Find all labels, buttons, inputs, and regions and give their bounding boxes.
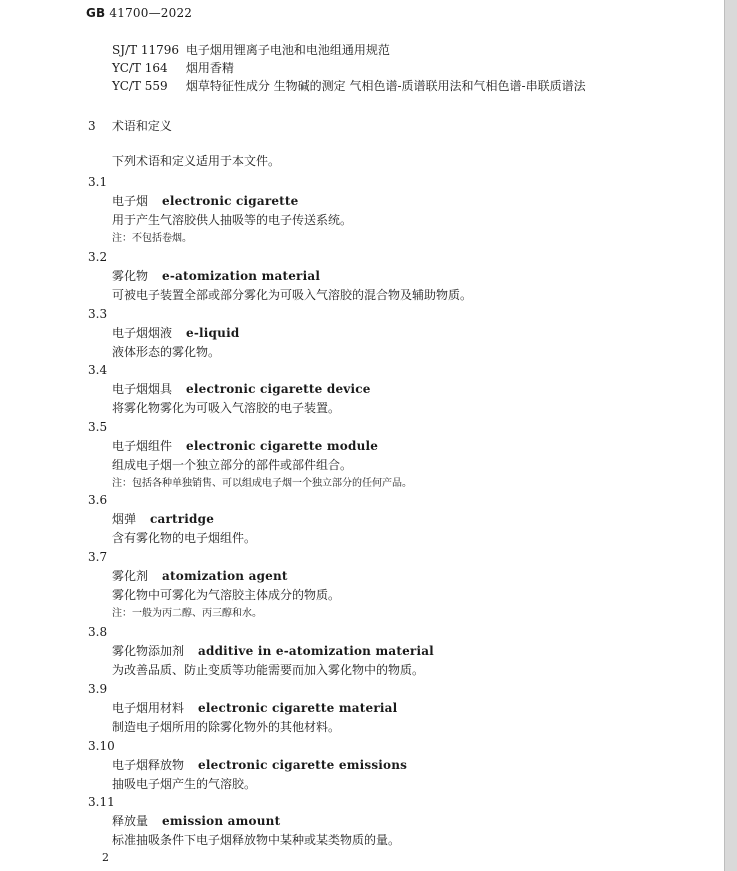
term-definition: 雾化物中可雾化为气溶胶主体成分的物质。 [112, 588, 341, 602]
term-entry [88, 361, 371, 418]
term-heading [112, 642, 434, 661]
term-english: e-liquid [186, 326, 240, 340]
term-number: 3.3 [88, 307, 108, 321]
term-heading [112, 567, 340, 586]
term-definition: 用于产生气溶胶供人抽吸等的电子传送系统。 [112, 213, 353, 227]
term-number: 3.2 [88, 250, 108, 264]
term-entry [88, 623, 434, 680]
term-entry [88, 548, 340, 623]
reference-title: 电子烟用锂离子电池和电池组通用规范 [185, 43, 390, 57]
standard-header [86, 6, 192, 20]
term-definition: 将雾化物雾化为可吸入气溶胶的电子装置。 [112, 401, 341, 415]
term-chinese: 电子烟释放物 [112, 758, 185, 772]
term-note: 注：不包括卷烟。 [112, 233, 192, 244]
reference-item [112, 77, 586, 94]
term-chinese: 雾化物添加剂 [112, 644, 185, 658]
term-chinese: 雾化剂 [112, 569, 149, 583]
term-english: cartridge [150, 512, 215, 526]
term-chinese: 电子烟用材料 [112, 701, 185, 715]
term-number: 3.9 [88, 682, 108, 696]
term-definition: 含有雾化物的电子烟组件。 [112, 531, 257, 545]
header-number: 41700—2022 [109, 6, 193, 20]
term-english: additive in e-atomization material [198, 644, 434, 658]
term-heading [112, 699, 397, 718]
term-definition: 标准抽吸条件下电子烟释放物中某种或某类物质的量。 [112, 833, 401, 847]
term-number: 3.6 [88, 493, 108, 507]
section-number: 3 [88, 119, 96, 133]
section-heading [88, 117, 172, 134]
term-entry [88, 737, 407, 794]
term-chinese: 雾化物 [112, 269, 149, 283]
term-entry [88, 173, 352, 248]
term-definition: 抽吸电子烟产生的气溶胶。 [112, 777, 257, 791]
reference-title: 烟草特征性成分 生物碱的测定 气相色谱-质谱联用法和气相色谱-串联质谱法 [185, 79, 586, 93]
term-entry [88, 418, 412, 493]
term-english: electronic cigarette device [186, 382, 371, 396]
term-definition: 可被电子装置全部或部分雾化为可吸入气溶胶的混合物及辅助物质。 [112, 288, 473, 302]
term-number: 3.4 [88, 363, 108, 377]
term-heading [112, 437, 412, 456]
term-number: 3.8 [88, 625, 108, 639]
term-number: 3.7 [88, 550, 108, 564]
term-entry [88, 491, 256, 548]
intro-text: 下列术语和定义适用于本文件。 [112, 154, 281, 168]
term-heading [112, 324, 239, 343]
term-english: electronic cigarette material [198, 701, 398, 715]
term-english: emission amount [162, 814, 281, 828]
term-chinese: 电子烟烟具 [112, 382, 173, 396]
term-english: atomization agent [162, 569, 288, 583]
term-number: 3.10 [88, 739, 115, 753]
term-entry [88, 305, 239, 362]
term-heading [112, 267, 472, 286]
term-heading [112, 192, 352, 211]
header-prefix: GB [86, 6, 106, 20]
term-heading [112, 812, 400, 831]
page-number: 2 [102, 851, 109, 864]
term-note: 注：包括各种单独销售、可以组成电子烟一个独立部分的任何产品。 [112, 478, 412, 489]
term-number: 3.5 [88, 420, 108, 434]
term-definition: 组成电子烟一个独立部分的部件或部件组合。 [112, 458, 353, 472]
term-chinese: 电子烟 [112, 194, 149, 208]
reference-title: 烟用香精 [185, 61, 234, 75]
term-definition: 液体形态的雾化物。 [112, 345, 221, 359]
reference-code: SJ/T 11796 [112, 43, 180, 57]
term-heading [112, 756, 407, 775]
term-heading [112, 510, 256, 529]
term-note: 注：一般为丙二醇、丙三醇和水。 [112, 608, 262, 619]
term-entry [88, 680, 397, 737]
term-definition: 制造电子烟所用的除雾化物外的其他材料。 [112, 720, 341, 734]
term-entry [88, 793, 400, 850]
reference-item [112, 41, 390, 58]
term-definition: 为改善品质、防止变质等功能需要而加入雾化物中的物质。 [112, 663, 425, 677]
term-heading [112, 380, 371, 399]
term-number: 3.1 [88, 175, 108, 189]
term-chinese: 电子烟组件 [112, 439, 173, 453]
term-number: 3.11 [88, 795, 115, 809]
term-english: electronic cigarette emissions [198, 758, 408, 772]
term-english: e-atomization material [162, 269, 321, 283]
term-english: electronic cigarette [162, 194, 299, 208]
term-english: electronic cigarette module [186, 439, 379, 453]
section-title: 术语和定义 [111, 119, 172, 133]
reference-code: YC/T 559 [112, 79, 168, 93]
term-chinese: 释放量 [112, 814, 149, 828]
reference-code: YC/T 164 [112, 61, 168, 75]
term-chinese: 烟弹 [112, 512, 137, 526]
term-chinese: 电子烟烟液 [112, 326, 173, 340]
reference-item [112, 59, 234, 76]
term-entry [88, 248, 472, 305]
